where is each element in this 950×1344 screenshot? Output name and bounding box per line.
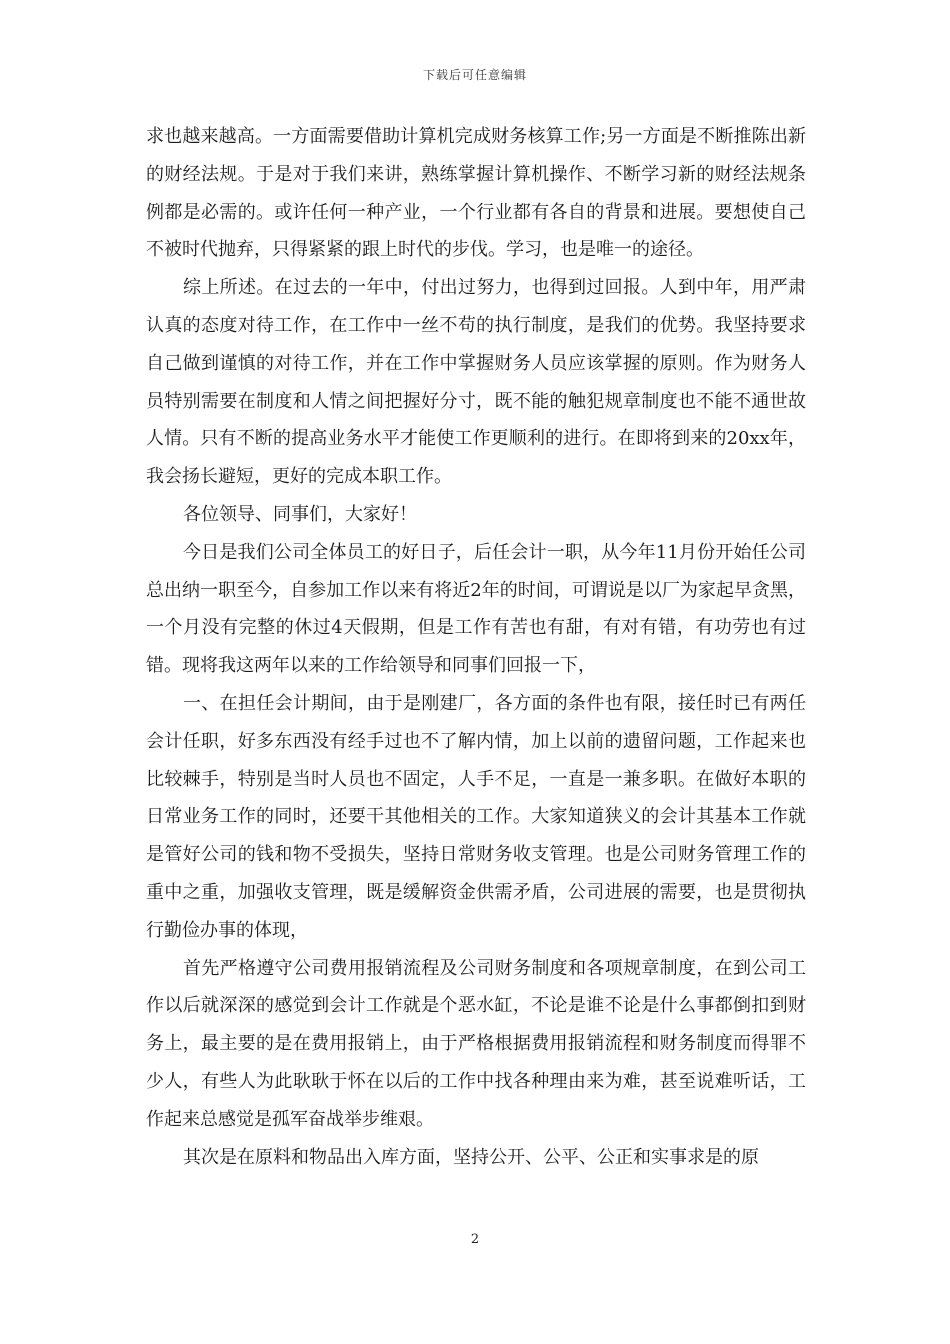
page-number: 2 xyxy=(470,1232,480,1247)
paragraph-6: 首先严格遵守公司费用报销流程及公司财务制度和各项规章制度，在到公司工作以后就深深的感觉到会计工作就是个恶水缸，不论是谁不论是什么事都倒扣到财务上，最主要的是在费用报销上，由于严格根据费用报销流程和财务制度而得罪不少人，有些人为此耿耿于怀在以后的工作中找各种理由来为难，甚至说难听话，工作起来总感觉是孤军奋战举步维艰。 xyxy=(146,957,806,1130)
page-header: 下载后可任意编辑 xyxy=(422,68,527,82)
paragraph-2: 综上所述。在过去的一年中，付出过努力，也得到过回报。人到中年，用严肃认真的态度对待工作，在工作中一丝不苟的执行制度，是我们的优势。我坚持要求自己做到谨慎的对待工作，并在工作中掌握财务人员应该掌握的原则。作为财务人员特别需要在制度和人情之间把握好分寸，既不能的触犯规章制度也不能不通世故人情。只有不断的提高业务水平才能使工作更顺利的进行。在即将到来的20xx年，我会扬长避短，更好的完成本职工作。 xyxy=(146,277,806,488)
document-body xyxy=(146,118,806,1176)
paragraph-4: 今日是我们公司全体员工的好日子，后任会计一职，从今年11月份开始任公司总出纳一职至今，自参加工作以来有将近2年的时间，可谓说是以厂为家起早贪黑，一个月没有完整的休过4天假期，但是工作有苦也有甜，有对有错，有功劳也有过错。现将我这两年以来的工作给领导和同事们回报一下， xyxy=(146,541,806,677)
paragraph-3: 各位领导、同事们，大家好！ xyxy=(183,503,417,525)
paragraph-1: 求也越来越高。一方面需要借助计算机完成财务核算工作;另一方面是不断推陈出新的财经法规。于是对于我们来讲，熟练掌握计算机操作、不断学习新的财经法规条例都是必需的。或许任何一种产业，一个行业都有各自的背景和进展。要想使自己不被时代抛弃，只得紧紧的跟上时代的步伐。学习，也是唯一的途径。 xyxy=(146,126,806,261)
paragraph-7: 其次是在原料和物品出入库方面，坚持公开、公平、公正和实事求是的原 xyxy=(183,1146,759,1168)
paragraph-5: 一、在担任会计期间，由于是刚建厂，各方面的条件也有限，接任时已有两任会计任职，好多东西没有经手过也不了解内情，加上以前的遗留问题，工作起来也比较棘手，特别是当时人员也不固定，人手不足，一直是一兼多职。在做好本职的日常业务工作的同时，还要干其他相关的工作。大家知道狭义的会计其基本工作就是管好公司的钱和物不受损失，坚持日常财务收支管理。也是公司财务管理工作的重中之重，加强收支管理，既是缓解资金供需矛盾，公司进展的需要，也是贯彻执行勤俭办事的体现， xyxy=(146,692,806,941)
